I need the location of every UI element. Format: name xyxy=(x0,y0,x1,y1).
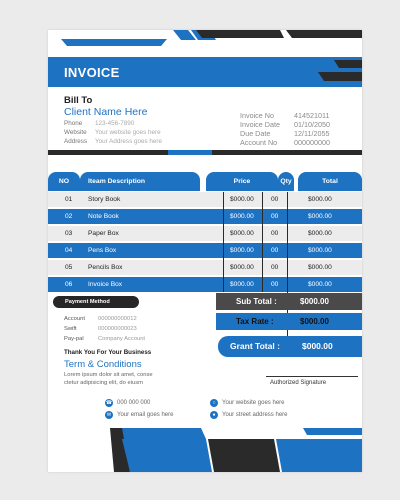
row-no: 04 xyxy=(65,247,73,254)
table-row xyxy=(48,226,362,241)
row-qty: 00 xyxy=(271,230,279,237)
phone-icon: ☎ xyxy=(105,400,113,406)
row-no: 06 xyxy=(65,281,73,288)
footer-decoration xyxy=(48,425,362,472)
payment-method-title: Payment Method xyxy=(53,296,139,308)
account-no-value: 000000000 xyxy=(294,138,330,147)
footer-phone: 000 000 000 xyxy=(117,400,151,406)
row-description: Invoice Box xyxy=(88,281,123,288)
row-qty: 00 xyxy=(271,247,279,254)
signature-line xyxy=(266,376,358,377)
terms-text-line: Lorem ipsum dolor sit amet, conse xyxy=(64,372,153,378)
row-description: Pencils Box xyxy=(88,264,123,271)
row-total: $000.00 xyxy=(308,247,332,254)
account-label: Account xyxy=(64,316,85,322)
address-value: Your Address goes here xyxy=(95,138,162,145)
globe-icon: ○ xyxy=(210,399,218,407)
header-description: Iteam Description xyxy=(80,172,200,191)
row-no: 03 xyxy=(65,230,73,237)
due-date-label: Due Date xyxy=(240,129,271,138)
swift-label: Swift xyxy=(64,326,77,332)
invoice-page xyxy=(48,30,362,472)
column-divider xyxy=(223,192,224,292)
client-name: Client Name Here xyxy=(64,106,148,118)
row-price: $000.00 xyxy=(230,230,254,237)
sub-total-row xyxy=(216,293,362,310)
address-label: Address xyxy=(64,138,88,145)
invoice-date-label: Invoice Date xyxy=(240,120,280,129)
header-qty: Qty xyxy=(278,172,294,191)
row-price: $000.00 xyxy=(230,213,254,220)
terms-text-line: ctetur adipisicing elit, do eiusm xyxy=(64,380,143,386)
row-price: $000.00 xyxy=(230,281,254,288)
phone-value: 123-456-7890 xyxy=(95,120,135,127)
row-description: Pens Box xyxy=(88,247,117,254)
phone-label: Phone xyxy=(64,120,83,127)
due-date-value: 12/11/2055 xyxy=(294,129,330,138)
table-row xyxy=(48,277,362,292)
account-value: 000000000012 xyxy=(98,316,137,322)
sub-total-value: $000.00 xyxy=(300,297,329,306)
bill-to-label: Bill To xyxy=(64,95,93,106)
signature-label: Authorized Signature xyxy=(270,380,327,386)
thank-you-text: Thank You For Your Business xyxy=(64,349,152,356)
footer-address: Your street address here xyxy=(222,412,288,418)
paypal-value: Company Account xyxy=(98,336,146,342)
row-description: Story Book xyxy=(88,196,121,203)
swift-value: 000000000023 xyxy=(98,326,137,332)
table-row xyxy=(48,260,362,275)
row-total: $000.00 xyxy=(308,196,332,203)
website-label: Website xyxy=(64,129,87,136)
invoice-no-value: 414521011 xyxy=(294,111,330,120)
row-no: 05 xyxy=(65,264,73,271)
table-row xyxy=(48,192,362,207)
row-qty: 00 xyxy=(271,281,279,288)
row-price: $000.00 xyxy=(230,264,254,271)
row-total: $000.00 xyxy=(308,281,332,288)
row-description: Paper Box xyxy=(88,230,119,237)
invoice-title: INVOICE xyxy=(64,65,120,80)
footer-website: Your website goes here xyxy=(222,400,285,406)
row-no: 01 xyxy=(65,196,73,203)
row-no: 02 xyxy=(65,213,73,220)
row-price: $000.00 xyxy=(230,247,254,254)
email-icon: ✉ xyxy=(106,412,112,418)
grand-total-label: Grant Total : xyxy=(230,341,280,351)
grand-total-row xyxy=(218,336,362,357)
header-total: Total xyxy=(298,172,362,191)
location-icon: ● xyxy=(210,411,218,419)
row-qty: 00 xyxy=(271,213,279,220)
header-price: Price xyxy=(206,172,278,191)
terms-title: Term & Conditions xyxy=(64,359,142,370)
table-row xyxy=(48,243,362,258)
table-row xyxy=(48,209,362,224)
row-description: Note Book xyxy=(88,213,119,220)
row-price: $000.00 xyxy=(230,196,254,203)
row-total: $000.00 xyxy=(308,230,332,237)
row-qty: 00 xyxy=(271,264,279,271)
column-divider xyxy=(262,192,263,292)
invoice-date-value: 01/10/2050 xyxy=(294,120,330,129)
invoice-no-label: Invoice No xyxy=(240,111,274,120)
divider-bar-blue xyxy=(168,150,212,155)
tax-rate-value: $000.00 xyxy=(300,317,329,326)
sub-total-label: Sub Total : xyxy=(236,297,277,306)
tax-rate-label: Tax Rate : xyxy=(236,317,274,326)
tax-rate-row xyxy=(216,313,362,330)
paypal-label: Pay-pal xyxy=(64,336,84,342)
footer-email: Your email goes here xyxy=(117,412,174,418)
divider-bar-dark xyxy=(48,150,168,155)
website-value: Your website goes here xyxy=(95,129,161,136)
row-qty: 00 xyxy=(271,196,279,203)
row-total: $000.00 xyxy=(308,213,332,220)
account-no-label: Account No xyxy=(240,138,278,147)
grand-total-value: $000.00 xyxy=(302,341,333,351)
divider-bar-dark-right xyxy=(212,150,362,155)
header-no: NO xyxy=(48,172,80,191)
column-divider xyxy=(287,192,288,292)
row-total: $000.00 xyxy=(308,264,332,271)
